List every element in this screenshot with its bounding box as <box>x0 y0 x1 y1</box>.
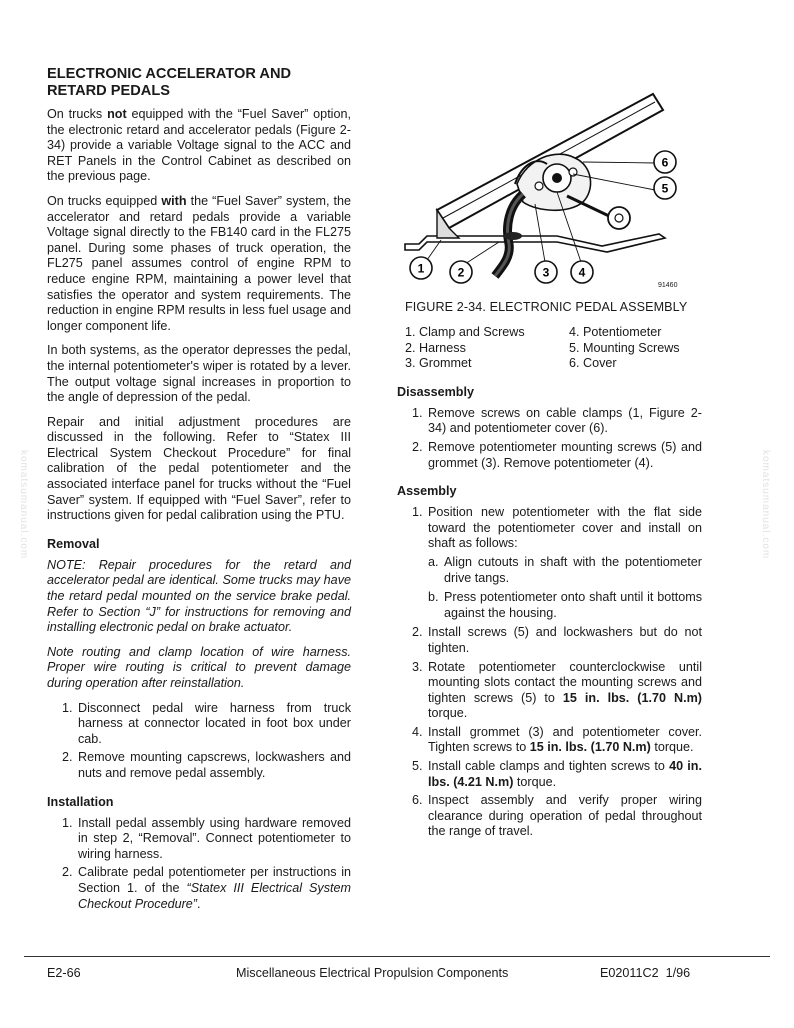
list-item: 3. Rotate potentiometer counterclockwise until mounting slots contact the mounting screws and tighten screws (5) to 15 in. lbs. (1.70 N.m) torque. <box>412 659 702 721</box>
right-column <box>397 66 702 846</box>
callout-1 <box>410 257 432 279</box>
callout-2 <box>450 261 472 283</box>
footer-page-number: E2-66 <box>47 966 81 980</box>
callout-3 <box>535 261 557 283</box>
pedal-assembly-illustration <box>397 66 702 296</box>
legend-item: 5. Mounting Screws <box>569 340 680 355</box>
removal-note-1: NOTE: Repair procedures for the retard and accelerator pedal are identical. Some trucks may have the retard pedal mounted on the service brake pedal. Refer to Section “J” for instructions for removing and installing electronic pedal on brake actuator. <box>47 557 351 635</box>
callout-5 <box>654 177 676 199</box>
list-item: 1. Remove screws on cable clamps (1, Figure 2-34) and potentiometer cover (6). <box>412 405 702 436</box>
intro-paragraph-2: On trucks equipped with the “Fuel Saver” system, the accelerator and retard pedals provide a variable Voltage signal directly to the FB140 card in the FL275 panel. During some phases of truck operation, the FL275 panel assumes control of engine RPM to reduce engine RPM, maintaining a power level that satisfies the operator and system requirements. The reduction in engine RPM results in less fuel usage and longer component life. <box>47 193 351 333</box>
installation-steps <box>47 816 351 913</box>
callout-6 <box>654 151 676 173</box>
both-systems-paragraph: In both systems, as the operator depresses the pedal, the internal potentiometer's wiper is rotated by a lever. The output voltage signal increases in proportion to the angle of depression of the pedal. <box>47 343 351 405</box>
legend-item: 4. Potentiometer <box>569 325 662 339</box>
footer-divider <box>24 956 770 957</box>
list-item: b. Press potentiometer onto shaft until it bottoms against the housing. <box>428 590 702 620</box>
callout-3-label: 3 <box>542 265 550 280</box>
disassembly-steps <box>397 406 702 471</box>
callout-4 <box>571 261 593 283</box>
footer-title: Miscellaneous Electrical Propulsion Components <box>236 966 509 980</box>
figure-code: 91460 <box>658 282 678 289</box>
pedal-assembly-figure <box>397 66 702 296</box>
list-item: 2. Calibrate pedal potentiometer per instructions in Section 1. of the “Statex III Electrical System Checkout Procedure”. <box>62 865 352 911</box>
legend-item: 6. Cover <box>569 356 617 371</box>
callout-5-label: 5 <box>661 181 669 196</box>
callout-1-label: 1 <box>417 261 425 276</box>
list-item: 5. Install cable clamps and tighten screws to 40 in. lbs. (4.21 N.m) torque. <box>412 759 702 789</box>
list-item: 1. Disconnect pedal wire harness from truck harness at connector located in foot box under cab. <box>62 700 351 746</box>
assembly-steps <box>397 505 702 840</box>
section-title: ELECTRONIC ACCELERATOR AND RETARD PEDALS <box>47 66 292 99</box>
intro-paragraph-1: On trucks not equipped with the “Fuel Saver” option, the electronic retard and accelerator pedals (Figure 2-34) provide a variable Voltage signal to the ACC and RET Panels in the Control Cabinet as described on the previous page. <box>47 107 351 184</box>
list-item: 2. Install screws (5) and lockwashers but do not tighten. <box>412 625 702 655</box>
legend-item: 3. Grommet <box>405 356 472 371</box>
list-item: 6. Inspect assembly and verify proper wiring clearance during operation of pedal throughout the range of travel. <box>412 793 702 839</box>
assembly-substeps <box>397 555 702 621</box>
list-item: 4. Install grommet (3) and potentiometer cover. Tighten screws to 15 in. lbs. (1.70 N.m) torque. <box>412 724 702 755</box>
callout-2-label: 2 <box>457 265 465 280</box>
list-item: 1. Install pedal assembly using hardware removed in step 2, “Removal”. Connect potentiometer to wiring harness. <box>62 815 351 861</box>
left-column <box>47 66 351 918</box>
figure-caption: FIGURE 2-34. ELECTRONIC PEDAL ASSEMBLY <box>405 300 688 314</box>
installation-heading: Installation <box>47 794 114 809</box>
list-item: 2. Remove mounting capscrews, lockwashers and nuts and remove pedal assembly. <box>62 750 351 780</box>
legend-item: 1. Clamp and Screws <box>405 325 525 339</box>
assembly-heading: Assembly <box>397 484 457 499</box>
list-item: 2. Remove potentiometer mounting screws (5) and grommet (3). Remove potentiometer (4). <box>412 439 702 470</box>
footer-code: E02011C2 1/96 <box>600 966 691 980</box>
figure-legend <box>405 325 702 372</box>
callout-6-label: 6 <box>661 155 669 170</box>
list-item: a. Align cutouts in shaft with the potentiometer drive tangs. <box>428 554 702 585</box>
watermark-left: komatsumanual.com <box>18 450 29 560</box>
callout-4-label: 4 <box>578 265 586 280</box>
repair-paragraph: Repair and initial adjustment procedures are discussed in the following. Refer to “Statex III Electrical System Checkout Procedure” for final calibration of the pedal potentiometer and the associated interface panel for trucks without the “Fuel Saver” system. If equipped with “Fuel Saver”, refer to instructions given for pedal calibration using the PTU. <box>47 414 351 523</box>
watermark-right: komatsumanual.com <box>760 450 771 560</box>
removal-heading: Removal <box>47 536 100 551</box>
list-item: 1. Position new potentiometer with the flat side toward the potentiometer cover and install on shaft as follows: a. Align cutouts in shaft with the potentiometer drive tangs. b. Press potentiometer onto shaft until it bottoms against the housing. <box>397 505 702 621</box>
removal-note-2: Note routing and clamp location of wire harness. Proper wire routing is critical to prevent damage during operation after reinstallation. <box>47 644 351 690</box>
legend-item: 2. Harness <box>405 340 466 355</box>
removal-steps <box>47 701 351 782</box>
disassembly-heading: Disassembly <box>397 384 475 399</box>
